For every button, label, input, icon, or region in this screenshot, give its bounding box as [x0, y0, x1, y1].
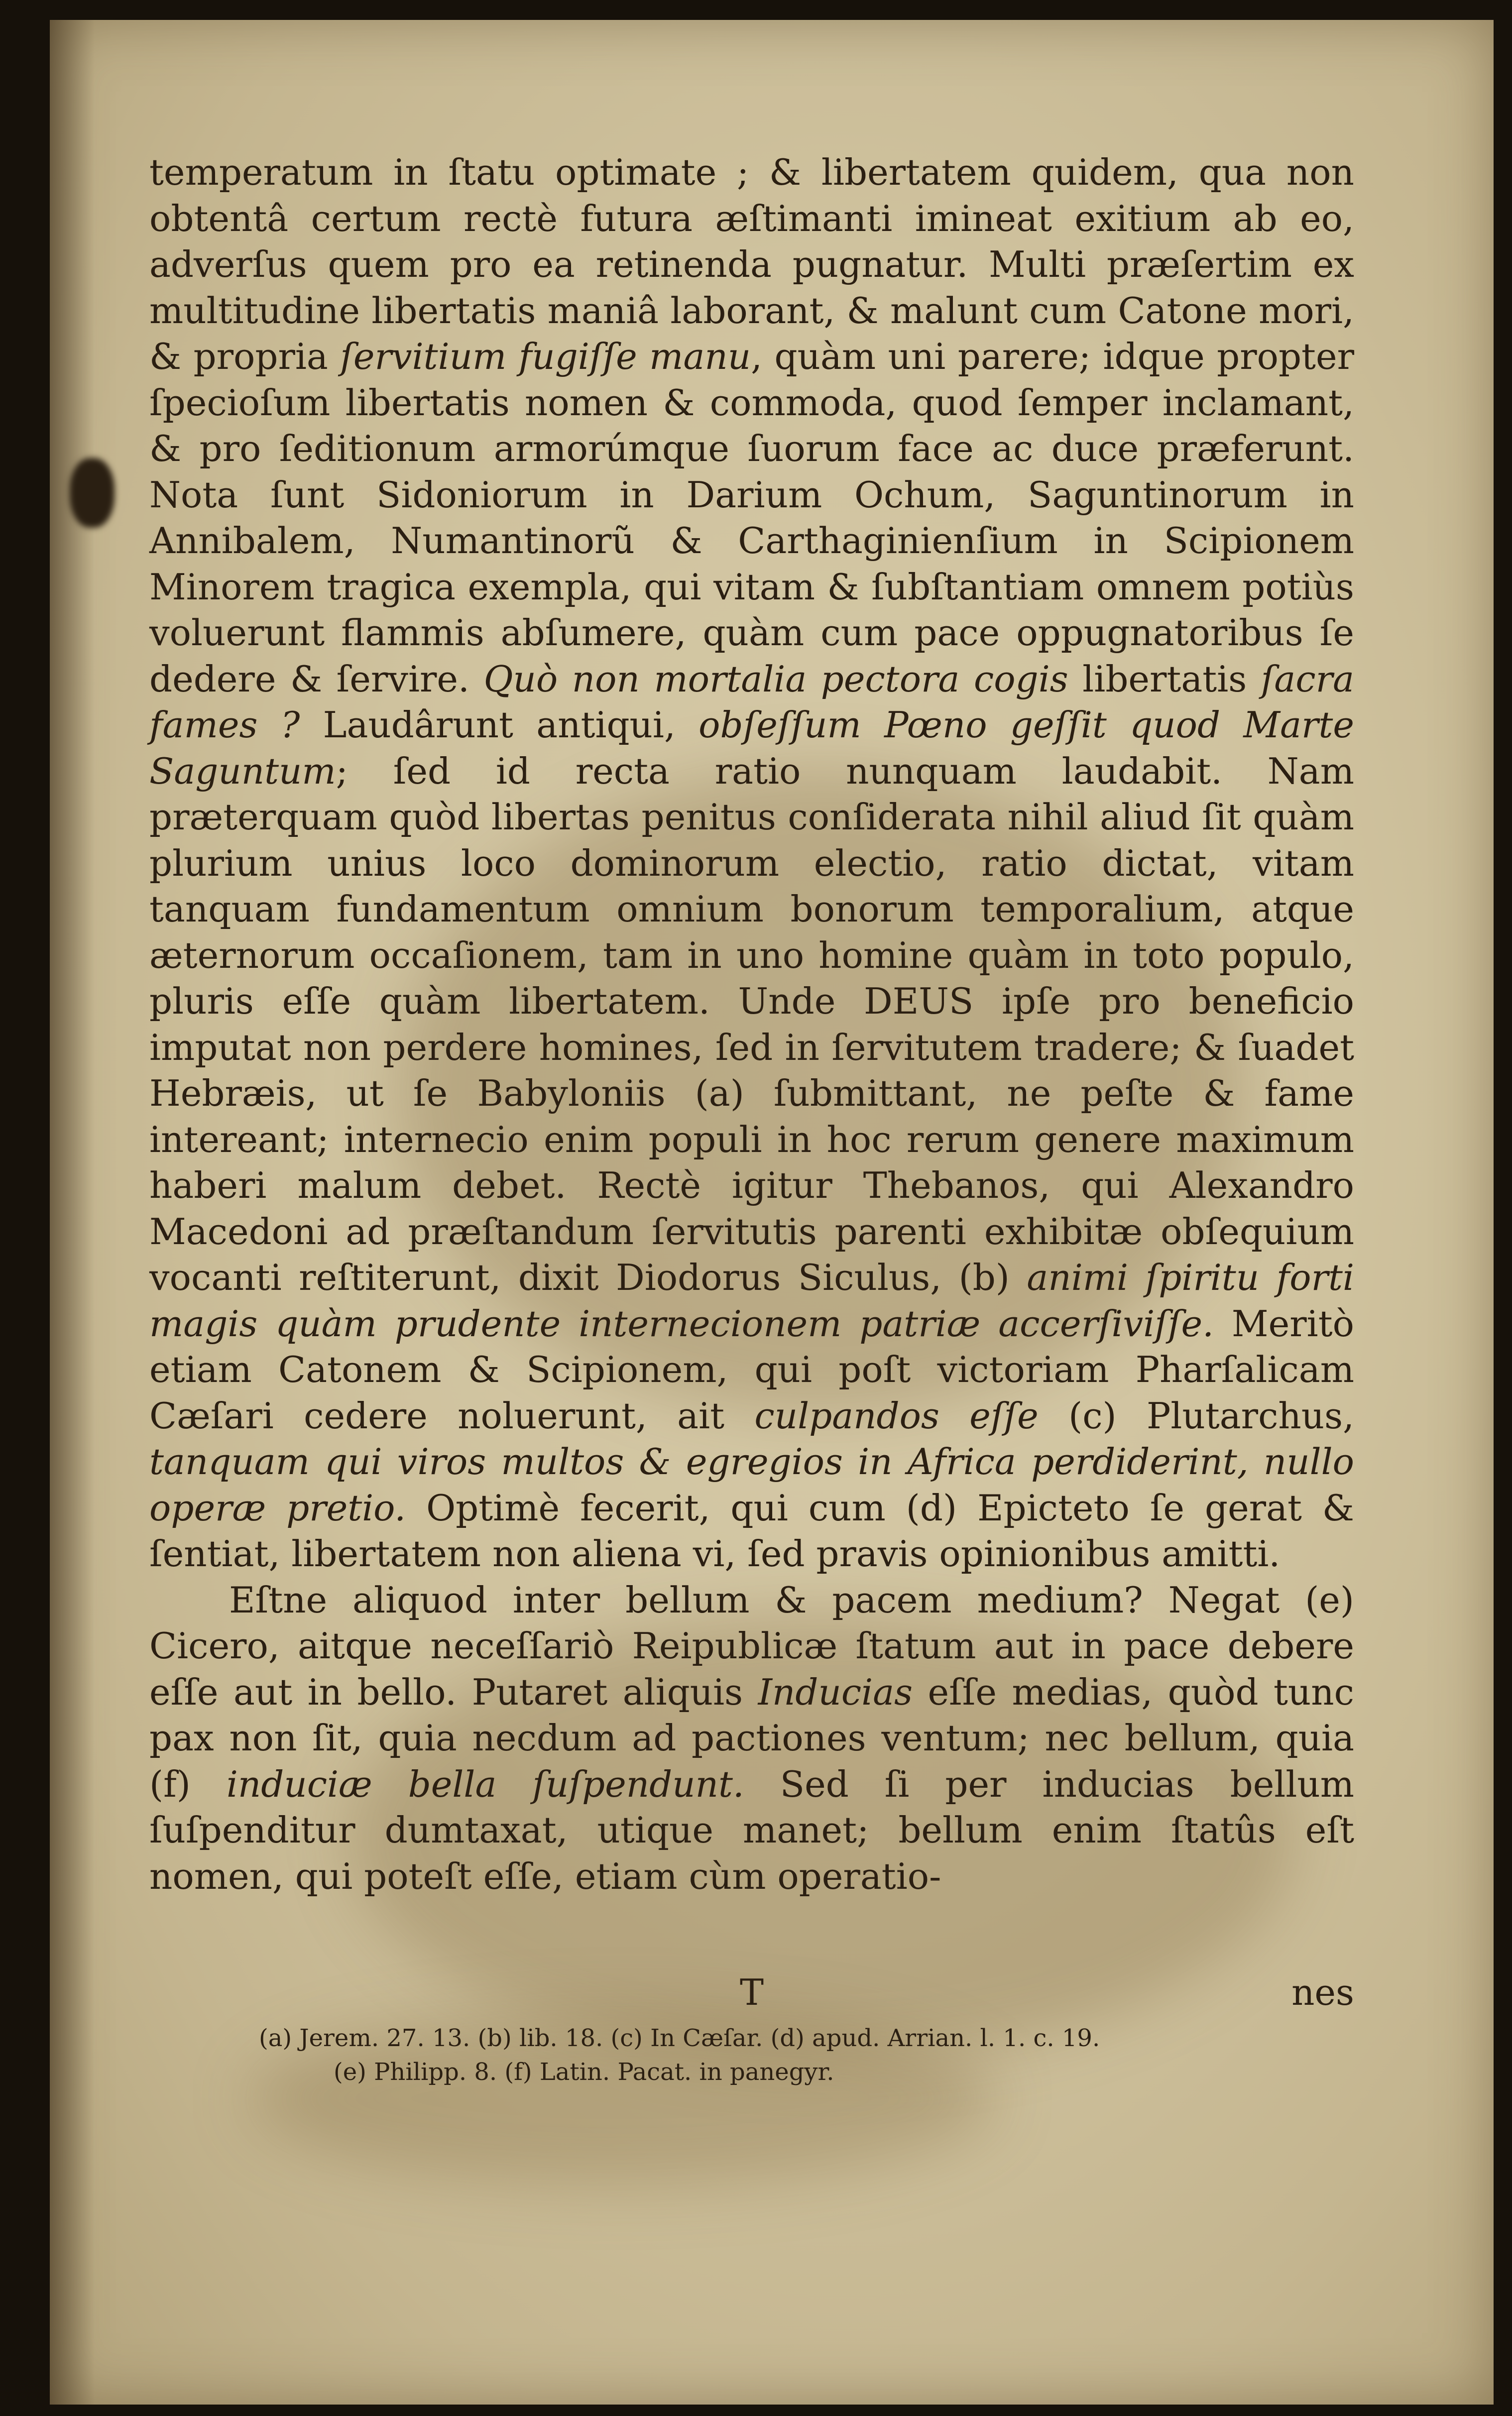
italic-text-run: induciæ bella ſuſpendunt.: [226, 1763, 744, 1805]
footnote-line-1: (a) Jerem. 27. 13. (b) lib. 18. (c) In Cæſar. (d) apud. Arrian. l. 1. c. 19.: [259, 2024, 1100, 2052]
signature-mark: T: [739, 1971, 764, 2013]
footnote-line-2: (e) Philipp. 8. (f) Latin. Pacat. in panegyr.: [334, 2058, 834, 2086]
paragraph-1: [149, 149, 1354, 1577]
text-run: ; ſed id recta ratio nunquam laudabit. Nam præterquam quòd libertas penitus conſiderata nihil aliud ſit quàm plurium unius loco dominorum electio, ratio dictat, vitam tanquam fundamentum omnium bonorum temporalium, atque æternorum occaſionem, tam in uno homine quàm in toto populo, pluris eſſe quàm libertatem. Unde DEUS ipſe pro beneficio imputat non perdere homines, ſed in ſervitutem tradere; & ſuadet Hebræis, ut ſe Babyloniis (a) ſubmittant, ne peſte & fame intereant; internecio enim populi in hoc rerum genere maximum haberi malum debet. Rectè igitur Thebanos, qui Alexandro Macedoni ad præſtandum ſervitutis parenti exhibitæ obſequium vocanti reſtiterunt, dixit Diodorus Siculus, (b): [149, 750, 1354, 1298]
paragraph-2: [149, 1577, 1354, 1900]
signature-line: [149, 1971, 1354, 2016]
italic-text-run: ſacra fames ?: [149, 658, 1354, 746]
italic-text-run: ſervitium fugiſſe manu: [340, 336, 751, 377]
text-run: , quàm uni parere; idque propter ſpecioſum libertatis nomen & commoda, quod ſemper inclamant, & pro ſeditionum armorúmque ſuorum face ac duce præferunt. Nota ſunt Sidoniorum in Darium Ochum, Saguntinorum in Annibalem, Numantinorũ & Carthaginienſium in Scipionem Minorem tragica exempla, qui vitam & ſubſtantiam omnem potiùs voluerunt flammis abſumere, quàm cum pace oppugnatoribus ſe dedere & ſervire.: [149, 336, 1355, 700]
text-run: Laudârunt antiqui,: [300, 704, 699, 746]
text-run: Sed ſi per inducias bellum ſuſpenditur dumtaxat, utique manet; bellum enim ſtatûs eſt nomen, qui poteſt eſſe, etiam cùm operatio-: [149, 1763, 1355, 1897]
italic-text-run: obſeſſum Pœno geſſit quod Marte Saguntum: [149, 704, 1354, 792]
text-run: (c) Plutarchus,: [1038, 1394, 1354, 1437]
text-run: temperatum in ſtatu optimate ; & libertatem quidem, qua non obtentâ certum rectè futura æſtimanti imineat exitium ab eo, adverſus quem pro ea retinenda pugnatur. Multi præſertim ex multitudine libertatis maniâ laborant, & malunt cum Catone mori, & propria: [149, 151, 1354, 377]
italic-text-run: tanquam qui viros multos & egregios in Africa perdiderint, nullo operæ pretio.: [149, 1441, 1354, 1529]
gutter-shadow: [50, 20, 95, 2405]
italic-text-run: Inducias: [758, 1671, 913, 1713]
text-run: Eſtne aliquod inter bellum & pacem medium? Negat (e) Cicero, aitque neceſſariò Reipublicæ ſtatum aut in pace debere eſſe aut in bello. Putaret aliquis: [149, 1579, 1354, 1713]
italic-text-run: Quò non mortalia pectora cogis: [483, 658, 1068, 700]
footnotes: [259, 2021, 1354, 2089]
text-run: Meritò etiam Catonem & Scipionem, qui poſt victoriam Pharſalicam Cæſari cedere noluerunt, ait: [149, 1302, 1354, 1437]
text-run: eſſe medias, quòd tunc pax non ſit, quia necdum ad pactiones ventum; nec bellum, quia (f): [149, 1671, 1354, 1805]
binding-hole: [70, 458, 115, 528]
catchword: nes: [1291, 1971, 1354, 2013]
text-run: Optimè fecerit, qui cum (d) Epicteto ſe gerat & ſentiat, libertatem non aliena vi, ſed pravis opinionibus amitti.: [149, 1487, 1354, 1575]
italic-text-run: animi ſpiritu forti magis quàm prudente internecionem patriæ accerſiviſſe.: [149, 1257, 1354, 1345]
text-run: libertatis: [1068, 658, 1261, 700]
italic-text-run: culpandos eſſe: [754, 1394, 1039, 1437]
main-text-block: [149, 149, 1354, 1899]
